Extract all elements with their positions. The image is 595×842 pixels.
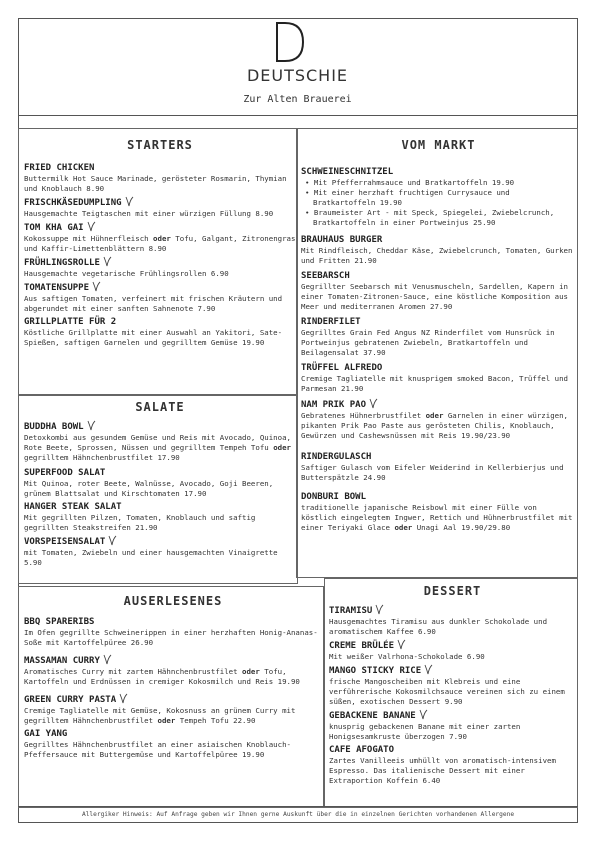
menu-item [301,316,576,358]
item-name: NAM PRIK PAO [301,400,367,410]
bullet-text: Mit Pfefferrahmsauce und Bratkartoffeln 19.90 [313,178,515,187]
item-name: GAI YANG [24,729,68,739]
item-desc: Im Ofen gegrillte Schweinerippen in einer herzhaften Honig-Ananas-Soße mit Kartoffelpüree 26.90 [24,628,318,647]
auserlesenes-title: AUSERLESENES [123,594,223,608]
item-desc: Mit Quinoa, roter Beete, Walnüsse, Avocado, Goji Beeren, grünem Blattsalat und Kirschtomaten 17.90 [24,479,274,498]
item-name: BUDDHA BOWL [24,422,84,432]
item-desc: Gegrillter Seebarsch mit Venusmuscheln, Sardellen, Kapern in einer Tomaten-Zitronen-Sauce, eine köstliche Komposition aus Meer und mediterranen Aromen 27.90 [301,282,568,311]
item-desc: Gegrilltes Grain Fed Angus NZ Rinderfilet vom Hunsrück in Portweinjus gebratenen Zwiebeln, Bratkartoffeln und Beilagensalat 37.90 [301,328,555,357]
bullet-text: Braumeister Art - mit Speck, Spiegelei, Zwiebelcrunch, Bratkartoffeln in einer Portweinjus 25.90 [313,208,555,227]
bullet-dot: • [305,208,314,217]
or-word: oder [394,523,413,532]
item-desc: Hausgemachte vegetarische Frühlingsrollen 6.90 [24,269,229,278]
item-desc: Cremige Tagliatelle mit Gemüse, Kokosnuss an grünem Curry mit gegrilltem Hähnchenbrustfilet [24,706,296,725]
bullet-dot: • [305,178,314,187]
item-name: BRAUHAUS BURGER [301,235,383,245]
menu-item [24,162,296,194]
leaf-veg-icon [419,709,428,720]
item-name: TOM KHA GAI [24,223,84,233]
item-desc: mit Tomaten, Zwiebeln und einer hausgemachten Vinaigrette 5.90 [24,548,278,567]
item-desc: Zartes Vanilleeis umhüllt von aromatisch-intensivem Espresso. Das italienische Dessert mit einer Extraportion Koffein 6.40 [329,756,556,785]
item-name: GRILLPLATTE FÜR 2 [24,317,117,327]
menu-item [24,196,296,219]
item-desc: Saftiger Gulasch vom Eifeler Weiderind in Kellerbierjus und Butterspätzle 24.90 [301,463,564,482]
item-desc: Unagi Aal 19.90/29.80 [412,523,511,532]
item-name: GEBACKENE BANANE [329,711,416,721]
leaf-veg-icon [375,604,384,615]
leaf-veg-icon [103,654,112,665]
menu-item [301,451,576,483]
item-desc: Detoxkombi aus gesundem Gemüse und Reis mit Avocado, Quinoa, Rote Beete, Sprossen, Nüssen und gegrilltem Tempeh Tofu [24,433,291,452]
starters-title: STARTERS [127,138,193,152]
item-name: FRIED CHICKEN [24,163,95,173]
item-desc: traditionelle japanische Reisbowl mit einer Fülle von köstlich eingelegtem Ingwer, Rettich und Hühnerbrustfilet mit einer Teriyaki Glace [301,503,573,532]
or-word: oder [153,234,171,243]
menu-item [301,234,576,266]
item-desc: Tofu, Kartoffeln und Erdnüssen in cremiger Kokosmilch und Reis 19.90 [24,667,300,686]
vom-markt-section [301,138,576,533]
item-name: FRISCHKÄSEDUMPLING [24,198,122,208]
item-desc: Aus saftigen Tomaten, verfeinert mit frischen Kräutern und abgerundet mit einer sanften Sahnenote 7.90 [24,294,283,313]
menu-item [24,728,322,760]
item-name: HANGER STEAK SALAT [24,502,122,512]
item-name: SEEBARSCH [301,271,350,281]
item-name: FRÜHLINGSROLLE [24,258,100,268]
item-name: CAFE AFOGATO [329,745,395,755]
menu-item [329,664,576,707]
item-name: TIRAMISU [329,606,373,616]
salate-title: SALATE [135,400,185,414]
allergy-footer: Allergiker Hinweis: Auf Anfrage geben wir Ihnen gerne Auskunft über die in einzelnen Gerichten vorhandenen Allergene [18,806,578,823]
menu-item [24,221,296,254]
leaf-veg-icon [424,664,433,675]
menu-item [301,270,576,312]
menu-item [329,604,576,637]
item-name: SCHWEINESCHNITZEL [301,167,394,177]
item-desc: Aromatisches Curry mit zartem Hähnchenbrustfilet [24,667,243,676]
menu-item [24,654,322,687]
leaf-veg-icon [92,281,101,292]
item-desc: Mit Rindfleisch, Cheddar Käse, Zwiebelcrunch, Tomaten, Gurken und Fritten 21.90 [301,246,573,265]
item-desc: frische Mangoscheiben mit Klebreis und eine verführerische Kokosmilchsauce vereinen sich zu einem süßen, exotischen Dessert 9.90 [329,677,565,706]
item-desc: Hausgemachte Teigtaschen mit einer würzigen Füllung 8.90 [24,209,274,218]
or-word: oder [157,716,176,725]
menu-item [329,744,576,786]
item-desc: Gebratenes Hühnerbrustfilet [301,411,426,420]
item-desc: knusprig gebackenen Banane mit einer zarten Honigsesamkruste überzogen 7.90 [329,722,521,741]
item-name: SUPERFOOD SALAT [24,468,106,478]
item-name: MASSAMAN CURRY [24,656,100,666]
menu-item [24,501,296,533]
item-name: VORSPEISENSALAT [24,537,106,547]
item-desc: gegrilltem Hähnchenbrustfilet 17.90 [24,453,180,462]
menu-item [24,316,296,348]
dessert-section [329,584,576,786]
item-name: MANGO STICKY RICE [329,666,422,676]
item-desc: Köstliche Grillplatte mit einer Auswahl an Yakitori, Sate-Spießen, saftigen Garnelen und gegrilltem Gemüse 19.90 [24,328,283,347]
or-word: oder [242,667,260,676]
leaf-veg-icon [103,256,112,267]
bullet-text: Mit einer herzhaft fruchtigen Currysauce und Bratkartoffeln 19.90 [313,188,510,207]
dessert-title: DESSERT [423,584,482,598]
item-desc: Cremige Tagliatelle mit knusprigem smoked Bacon, Trüffel und Parmesan 21.90 [301,374,568,393]
menu-item [24,420,296,463]
item-desc: Tempeh Tofu 22.90 [175,716,256,725]
leaf-veg-icon [369,398,378,409]
leaf-veg-icon [125,196,134,207]
item-name: DONBURI BOWL [301,492,367,502]
leaf-veg-icon [87,221,96,232]
item-name: RINDERGULASCH [301,452,372,462]
logo-d-icon [275,22,305,62]
item-desc: Mit weißer Valrhona-Schokolade 6.90 [329,652,485,661]
menu-item [24,693,322,726]
item-name: GREEN CURRY PASTA [24,695,117,705]
menu-item [329,639,576,662]
starters-section [24,138,296,348]
leaf-veg-icon [119,693,128,704]
auserlesenes-section [24,594,322,760]
menu-item [301,362,576,394]
salate-section [24,400,296,568]
menu-item [24,616,322,648]
menu-item [329,709,576,742]
item-name: TRÜFFEL ALFREDO [301,363,383,373]
leaf-veg-icon [108,535,117,546]
item-desc: Garnelen in einer würzigen, pikanten Prik Pao Paste aus gerösteten Chilis, Knoblauch, Gewürzen und Cashewsnüssen mit Reis 19.90/23.90 [301,411,568,440]
item-desc: Gegrilltes Hähnchenbrustfilet an einer asiaischen Knoblauch-Pfeffersauce mit Buttergemüse und Kartoffelpüree 19.90 [24,740,291,759]
menu-item [24,467,296,499]
or-word: oder [273,443,291,452]
item-desc: Hausgemachtes Tiramisu aus dunkler Schokolade und aromatischem Kaffee 6.90 [329,617,548,636]
menu-item [24,281,296,314]
brand-name: DEUTSCHIE [246,66,349,85]
item-desc: Kokossuppe mit Hühnerfleisch [24,234,154,243]
bullet-dot: • [305,188,314,197]
menu-item [301,491,576,533]
item-name: CREME BRÜLÉE [329,641,395,651]
menu-item [24,256,296,279]
item-desc: Buttermilk Hot Sauce Marinade, gerösteter Rosmarin, Thymian und Knoblauch 8.90 [24,174,287,193]
menu-item [24,535,296,568]
leaf-veg-icon [87,420,96,431]
vom-markt-title: VOM MARKT [401,138,476,152]
or-word: oder [425,411,444,420]
tagline: Zur Alten Brauerei [243,94,352,105]
item-desc: Tofu, Galgant, Zitronengras und Kaffir-Limettenblättern 8.90 [24,234,296,253]
leaf-veg-icon [397,639,406,650]
menu-item [301,398,576,441]
item-name: RINDERFILET [301,317,361,327]
item-name: BBQ SPARERIBS [24,617,95,627]
item-name: TOMATENSUPPE [24,283,90,293]
item-desc: Mit gegrillten Pilzen, Tomaten, Knoblauch und saftig gegrillten Steakstreifen 21.90 [24,513,256,532]
menu-item [301,166,576,228]
